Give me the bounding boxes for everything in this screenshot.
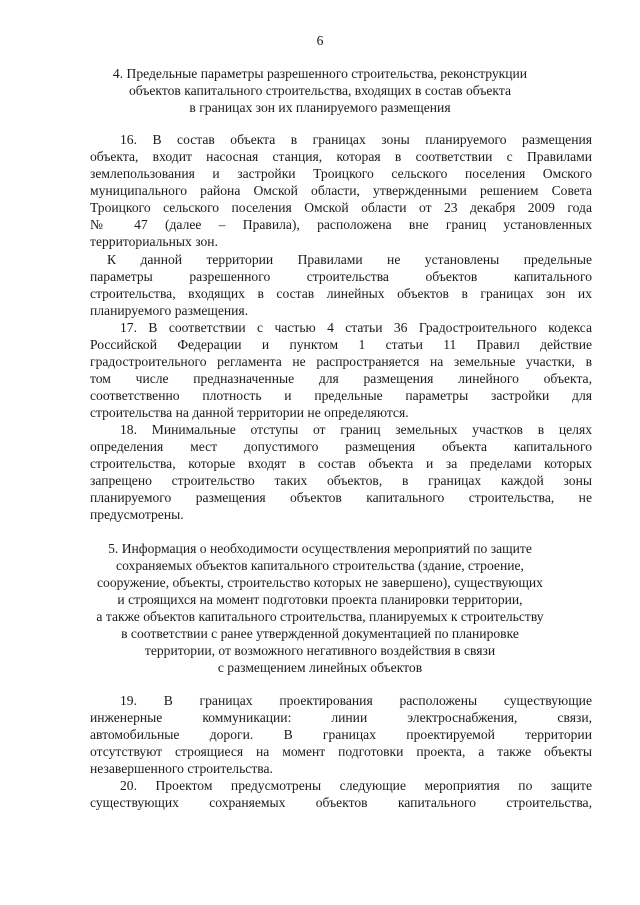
paragraph-parameters-line: параметры разрешенного строительства объектов капитального	[90, 270, 592, 284]
paragraph-19-line: 19. В границах проектирования расположены существующие	[120, 694, 592, 708]
paragraph-18-line: строительства, которые входят в состав объекта и за пределами которых	[90, 457, 592, 471]
paragraph-16-line: территориальных зон.	[90, 234, 218, 249]
section-5-heading-line: 5. Информация о необходимости осуществления мероприятий по защите	[108, 541, 532, 556]
paragraph-16-line: 16. В состав объекта в границах зоны планируемого размещения	[120, 133, 592, 147]
paragraph-16-line: объекта, входит насосная станция, которая в соответствии с Правилами	[90, 150, 592, 164]
paragraph-16-line: муниципального района Омской области, утвержденными решением Совета	[90, 184, 592, 198]
section-4-heading-line-3: в границах зон их планируемого размещения	[189, 100, 451, 115]
section-5-heading-line: и строящихся на момент подготовки проекта планировки территории,	[117, 592, 523, 607]
paragraph-19-line: отсутствуют строящиеся на момент подготовки проекта, а также объекты	[90, 745, 592, 759]
paragraph-19-line: инженерные коммуникации: линии электроснабжения, связи,	[90, 711, 592, 725]
section-5-heading-line: сооружение, объекты, строительство которых не завершено), существующих	[97, 575, 543, 590]
section-5-heading-line: территории, от возможного негативного воздействия в связи	[144, 643, 496, 658]
paragraph-17-line: 17. В соответствии с частью 4 статьи 36 Градостроительного кодекса	[120, 321, 592, 335]
paragraph-16-line: землепользования и застройки Троицкого сельского поселения Омского	[90, 167, 592, 181]
section-5-heading-line: в соответствии с ранее утвержденной документацией по планировке	[121, 626, 519, 641]
paragraph-17-line: соответственно плотность и предельные параметры застройки для	[90, 389, 592, 403]
section-4-heading-line-1: 4. Предельные параметры разрешенного строительства, реконструкции	[112, 66, 528, 81]
paragraph-parameters-line: К данной территории Правилами не установлены предельные	[107, 253, 592, 267]
section-4-heading-line-2: объектов капитального строительства, входящих в состав объекта	[129, 83, 511, 98]
paragraph-19-line: автомобильные дороги. В границах проектируемой территории	[90, 728, 592, 742]
paragraph-17-line: градостроительного регламента не распространяется на земельные участки, в	[90, 355, 592, 369]
section-5-heading-line: сохраняемых объектов капитального строительства (здание, строение,	[116, 558, 524, 573]
paragraph-parameters-line: строительства, входящих в состав линейных объектов в границах зон их	[90, 287, 592, 301]
paragraph-18-line: запрещено строительство таких объектов, в границах каждой зоны	[90, 474, 592, 488]
paragraph-20-line: существующих сохраняемых объектов капитального строительства,	[90, 796, 592, 810]
paragraph-18-line: определения мест допустимого размещения объекта капитального	[90, 440, 592, 454]
paragraph-18-line: 18. Минимальные отступы от границ земельных участков в целях	[120, 423, 592, 437]
section-5-heading-line: а также объектов капитального строительства, планируемых к строительству	[96, 609, 544, 624]
paragraph-20-line: 20. Проектом предусмотрены следующие мероприятия по защите	[120, 779, 592, 793]
section-5-heading-line: с размещением линейных объектов	[217, 660, 423, 675]
page-number: 6	[316, 33, 324, 48]
paragraph-16-line: № 47 (далее – Правила), расположена вне границ установленных	[90, 218, 592, 232]
paragraph-parameters-line: планируемого размещения.	[90, 303, 249, 318]
paragraph-19-line: незавершенного строительства.	[90, 761, 273, 776]
paragraph-16-line: Троицкого сельского поселения Омской области от 23 декабря 2009 года	[90, 201, 592, 215]
paragraph-18-line: планируемого размещения объектов капитального строительства, не	[90, 491, 592, 505]
paragraph-17-line: том числе предназначенные для размещения линейного объекта,	[90, 372, 592, 386]
paragraph-17-line: Российской Федерации и пунктом 1 статьи 11 Правил действие	[90, 338, 592, 352]
paragraph-18-line: предусмотрены.	[90, 507, 184, 522]
paragraph-17-line: строительства на данной территории не определяются.	[90, 405, 409, 420]
